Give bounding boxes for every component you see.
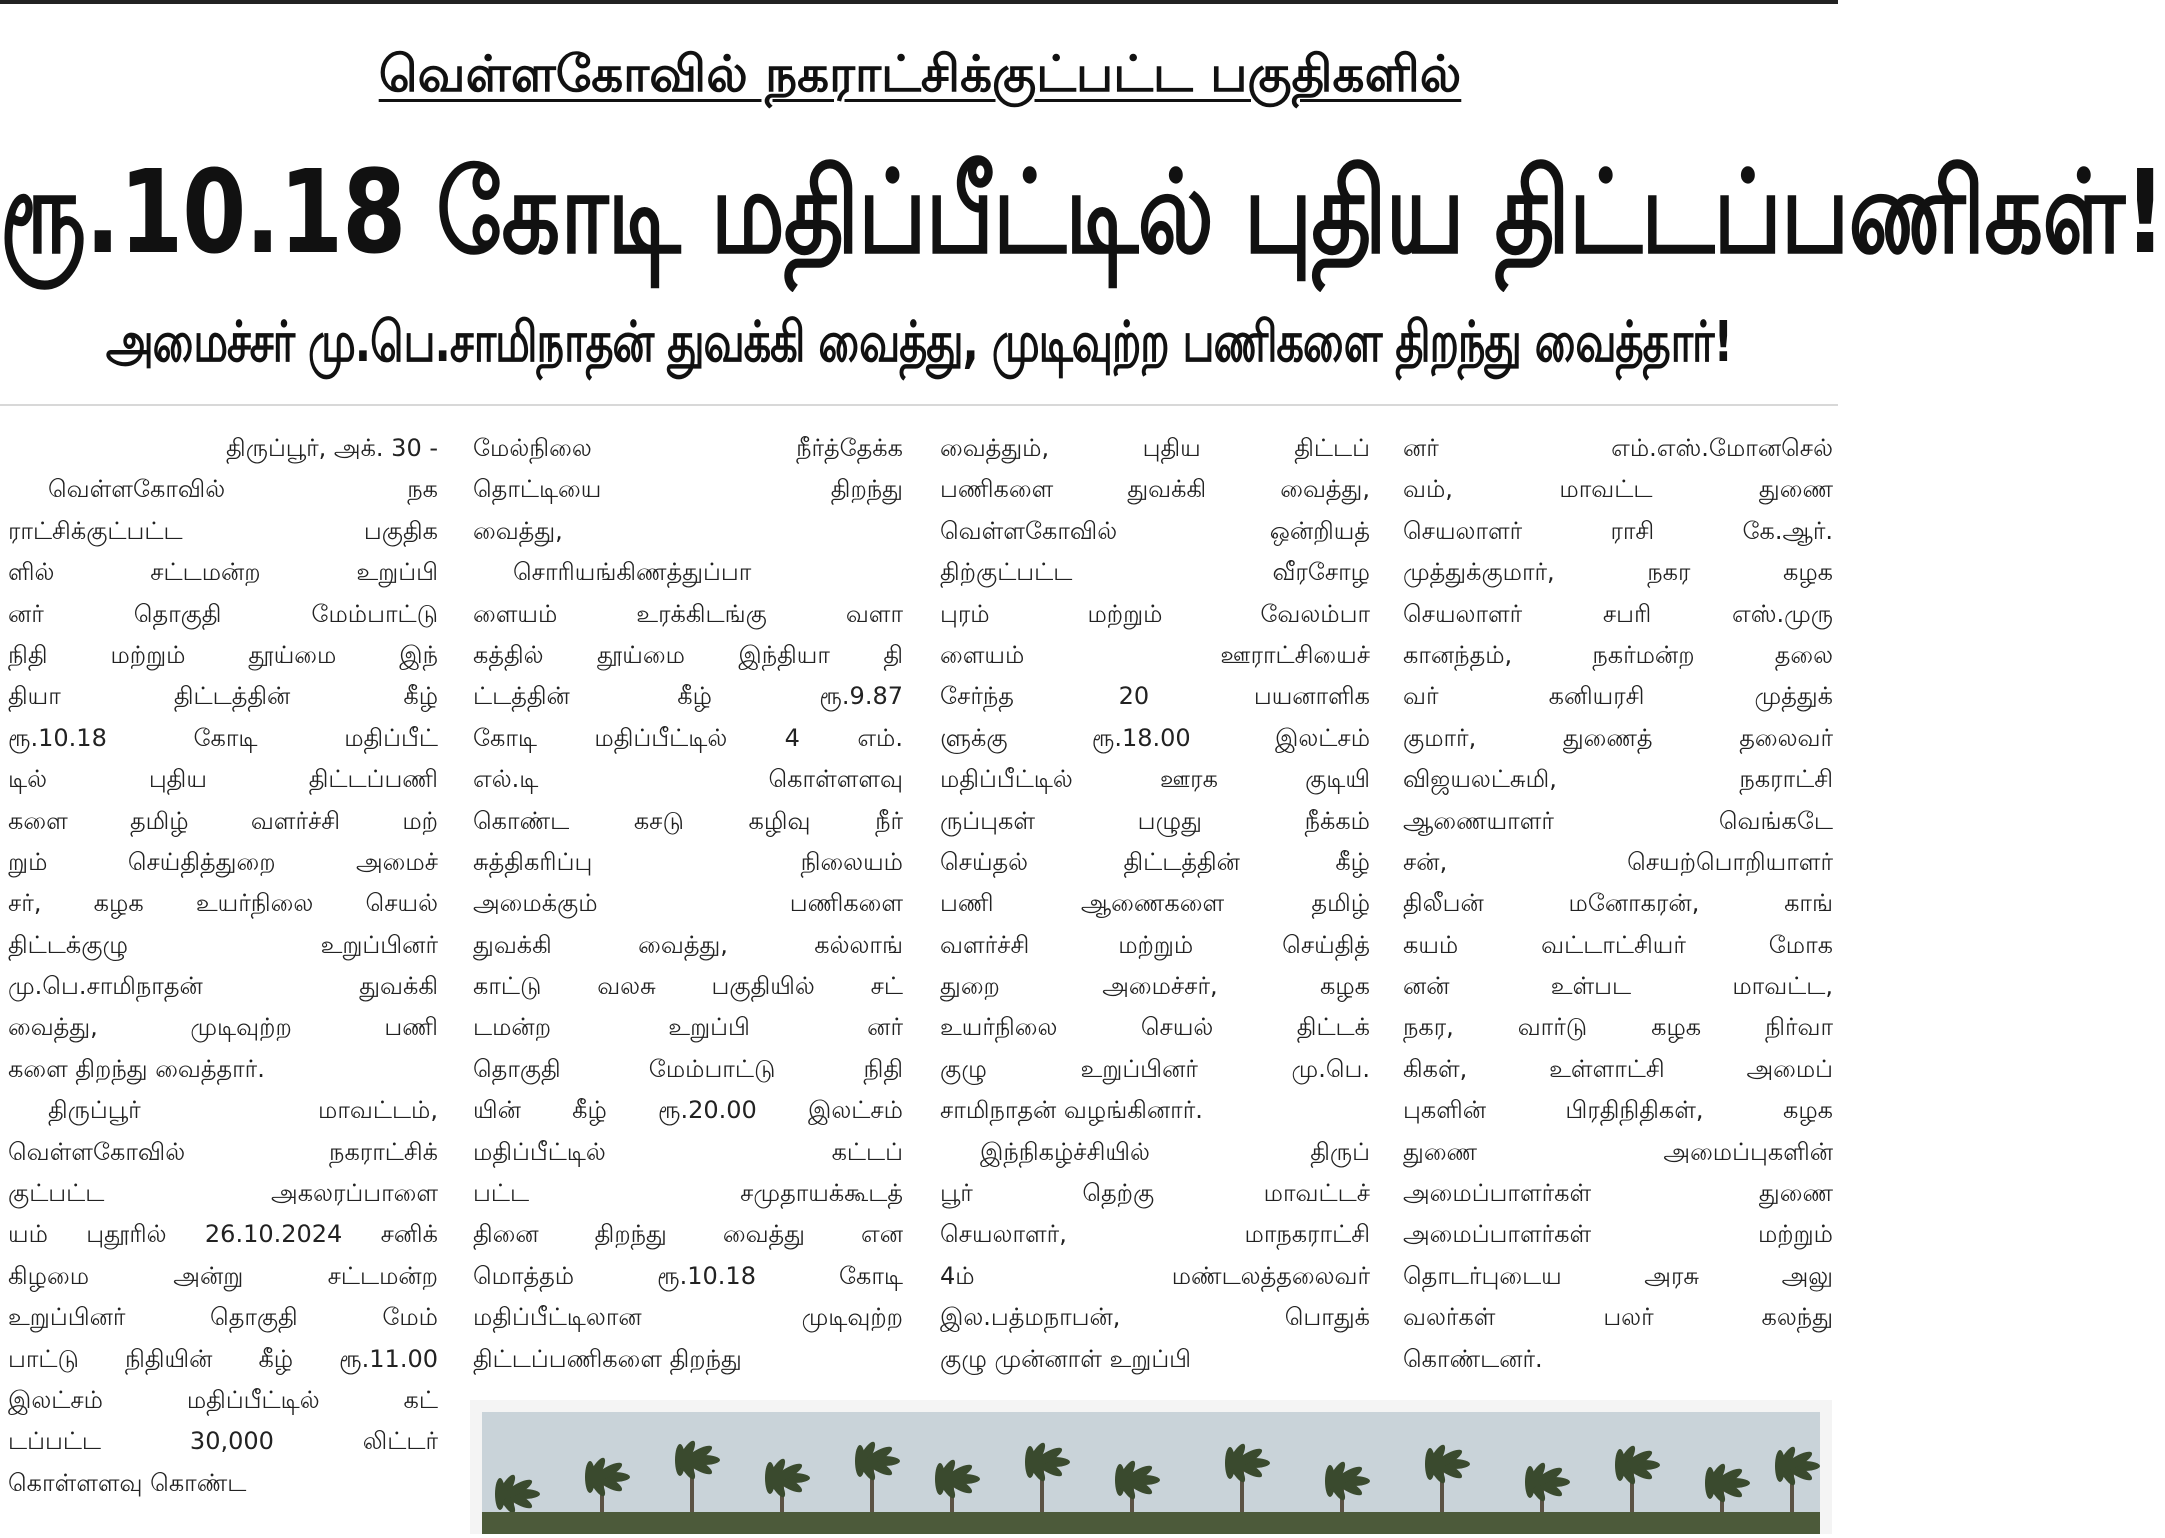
column-line: களை திறந்து வைத்தார். xyxy=(8,1054,265,1083)
column-line: மு.பெ.சாமிநாதன் துவக்கி xyxy=(8,972,438,1001)
photo-image xyxy=(482,1412,1820,1534)
column-line: வைத்தும், புதிய திட்டப் xyxy=(940,434,1370,462)
column-line: வெள்ளகோவில் ஒன்றியத் xyxy=(940,516,1370,545)
column-line: டமன்ற உறுப்பி னர் xyxy=(473,1013,903,1042)
column-line: சன், செயற்பொறியாளர் xyxy=(1403,847,1833,876)
column-line: துறை அமைச்சர், கழக xyxy=(940,972,1370,1001)
column-line: கிழமை அன்று சட்டமன்ற xyxy=(8,1261,438,1290)
column-line: துவக்கி வைத்து, கல்லாங் xyxy=(473,930,903,959)
column-line: ளில் சட்டமன்ற உறுப்பி xyxy=(8,558,438,587)
column-line: வைத்து, முடிவுற்ற பணி xyxy=(8,1013,438,1042)
column-line: யின் கீழ் ரூ.20.00 இலட்சம் xyxy=(473,1096,903,1125)
column-line: ரூ.10.18 கோடி மதிப்பீட் xyxy=(8,723,438,752)
column-line: சாமிநாதன் வழங்கினார். xyxy=(940,1096,1203,1125)
column-line: வெள்ளகோவில் நகராட்சிக் xyxy=(8,1137,438,1166)
column-line: துணை அமைப்புகளின் xyxy=(1403,1137,1833,1166)
column-line: ருப்புகள் பழுது நீக்கம் xyxy=(940,806,1370,835)
article-column-1 xyxy=(8,428,438,1504)
top-border-rule xyxy=(0,0,1838,4)
column-line: அமைப்பாளர்கள் துணை xyxy=(1403,1179,1833,1208)
column-line: மொத்தம் ரூ.10.18 கோடி xyxy=(473,1261,903,1290)
column-line: காட்டு வலசு பகுதியில் சட் xyxy=(473,972,903,1001)
column-line: டப்பட்ட 30,000 லிட்டர் xyxy=(8,1427,438,1456)
column-line: புரம் மற்றும் வேலம்பா xyxy=(940,599,1370,628)
column-line: கொண்ட கசடு கழிவு நீர் xyxy=(473,806,903,835)
column-line: கத்தில் தூய்மை இந்தியா தி xyxy=(473,640,903,669)
column-line: இல.பத்மநாபன், பொதுக் xyxy=(940,1303,1370,1332)
column-line: னர் எம்.எஸ்.மோனசெல் xyxy=(1403,434,1833,462)
column-line: செயலாளர் ராசி கே.ஆர். xyxy=(1403,516,1833,545)
column-line: செயலாளர் சபரி எஸ்.முரு xyxy=(1403,599,1833,628)
column-line: சேர்ந்த 20 பயனாளிக xyxy=(940,682,1370,711)
column-line: குட்பட்ட அகலரப்பாளை xyxy=(8,1179,438,1208)
column-line: திலீபன் மனோகரன், காங் xyxy=(1403,889,1833,918)
column-line: கொண்டனர். xyxy=(1403,1344,1543,1373)
article-kicker: வெள்ளகோவில் நகராட்சிக்குட்பட்ட பகுதிகளில் xyxy=(378,45,1462,103)
column-line: றும் செய்தித்துறை அமைச் xyxy=(8,847,438,876)
column-line: இலட்சம் மதிப்பீட்டில் கட் xyxy=(8,1385,438,1414)
article-column-2 xyxy=(473,428,903,1380)
column-line: இந்நிகழ்ச்சியில் திருப் xyxy=(980,1137,1370,1166)
column-line: மதிப்பீட்டில் ஊரக குடியி xyxy=(940,765,1370,794)
column-line: முத்துக்குமார், நகர கழக xyxy=(1403,558,1833,587)
column-line: ளையம் உரக்கிடங்கு வளா xyxy=(473,599,903,628)
column-line: திட்டக்குழு உறுப்பினர் xyxy=(8,930,438,959)
column-line: 4ம் மண்டலத்தலைவர் xyxy=(940,1261,1370,1290)
column-line: வைத்து, xyxy=(473,516,563,545)
column-line: அமைப்பாளர்கள் மற்றும் xyxy=(1403,1220,1833,1249)
column-line: உயர்நிலை செயல் திட்டக் xyxy=(940,1013,1370,1042)
column-line: குமார், துணைத் தலைவர் xyxy=(1403,723,1833,752)
column-line: தினை திறந்து வைத்து என xyxy=(473,1220,903,1249)
article-subheadline: அமைச்சர் மு.பெ.சாமிநாதன் துவக்கி வைத்து, முடிவுற்ற பணிகளை திறந்து வைத்தார்! xyxy=(105,310,1733,376)
column-line: குழு முன்னாள் உறுப்பி xyxy=(940,1344,1192,1373)
column-line: சொரியங்கிணத்துப்பா xyxy=(513,558,752,587)
column-line: தியா திட்டத்தின் கீழ் xyxy=(8,682,438,711)
column-line: பாட்டு நிதியின் கீழ் ரூ.11.00 xyxy=(8,1344,438,1373)
column-line: தொடர்புடைய அரசு அலு xyxy=(1403,1261,1833,1290)
column-line: அமைக்கும் பணிகளை xyxy=(473,889,903,918)
column-line: செயலாளர், மாநகராட்சி xyxy=(940,1220,1370,1249)
column-line: னர் தொகுதி மேம்பாட்டு xyxy=(8,599,438,628)
photo-trees-illustration xyxy=(482,1412,1820,1534)
column-line: மேல்நிலை நீர்த்தேக்க xyxy=(473,434,903,462)
column-line: திற்குட்பட்ட வீரசோழ xyxy=(940,558,1370,587)
section-divider xyxy=(0,404,1838,406)
column-line: செய்தல் திட்டத்தின் கீழ் xyxy=(940,847,1370,876)
column-line: கொள்ளளவு கொண்ட xyxy=(8,1468,247,1497)
column-line: கிகள், உள்ளாட்சி அமைப் xyxy=(1403,1054,1833,1083)
column-line: டில் புதிய திட்டப்பணி xyxy=(8,765,438,794)
column-line: பணிகளை துவக்கி வைத்து, xyxy=(940,475,1370,504)
column-line: வம், மாவட்ட துணை xyxy=(1403,475,1833,504)
column-line: வெள்ளகோவில் நக xyxy=(48,475,438,504)
column-line: எல்.டி கொள்ளளவு xyxy=(473,765,903,794)
column-line: மதிப்பீட்டிலான முடிவுற்ற xyxy=(473,1303,903,1332)
column-line: புகளின் பிரதிநிதிகள், கழக xyxy=(1403,1096,1833,1125)
column-line: சுத்திகரிப்பு நிலையம் xyxy=(473,847,903,876)
column-line: கோடி மதிப்பீட்டில் 4 எம். xyxy=(473,723,903,752)
article-headline: ரூ.10.18 கோடி மதிப்பீட்டில் புதிய திட்டப்பணிகள்! xyxy=(0,145,2165,280)
column-line: சர், கழக உயர்நிலை செயல் xyxy=(8,889,438,918)
column-line: ட்டத்தின் கீழ் ரூ.9.87 xyxy=(473,682,903,711)
column-line: கயம் வட்டாட்சியர் மோக xyxy=(1403,930,1833,959)
column-line: னன் உள்பட மாவட்ட, xyxy=(1403,972,1833,1001)
column-line: களை தமிழ் வளர்ச்சி மற் xyxy=(8,806,438,835)
column-line: நிதி மற்றும் தூய்மை இந் xyxy=(8,640,438,669)
column-line: யம் புதூரில் 26.10.2024 சனிக் xyxy=(8,1220,438,1249)
event-photo xyxy=(470,1400,1832,1534)
column-line: கானந்தம், நகர்மன்ற தலை xyxy=(1403,640,1833,669)
column-line: பூர் தெற்கு மாவட்டச் xyxy=(940,1179,1370,1208)
column-line: விஜயலட்சுமி, நகராட்சி xyxy=(1403,765,1833,794)
column-line: நகர, வார்டு கழக நிர்வா xyxy=(1403,1013,1833,1042)
column-line: குழு உறுப்பினர் மு.பெ. xyxy=(940,1054,1370,1083)
article-column-3 xyxy=(940,428,1370,1380)
column-line: பட்ட சமுதாயக்கூடத் xyxy=(473,1179,903,1208)
column-line: ராட்சிக்குட்பட்ட பகுதிக xyxy=(8,516,438,545)
column-line: ஆணையாளர் வெங்கடே xyxy=(1403,806,1833,835)
column-line: ளையம் ஊராட்சியைச் xyxy=(940,640,1370,669)
column-line: வர் கனியரசி முத்துக் xyxy=(1403,682,1833,711)
tree-line-ground xyxy=(482,1512,1820,1534)
column-line: வளர்ச்சி மற்றும் செய்தித் xyxy=(940,930,1370,959)
column-line: திருப்பூர், அக். 30 - xyxy=(226,434,438,462)
column-line: ளுக்கு ரூ.18.00 இலட்சம் xyxy=(940,723,1370,752)
column-line: உறுப்பினர் தொகுதி மேம் xyxy=(8,1303,438,1332)
article-column-4 xyxy=(1403,428,1833,1380)
column-line: பணி ஆணைகளை தமிழ் xyxy=(940,889,1370,918)
column-line: தொட்டியை திறந்து xyxy=(473,475,903,504)
column-line: தொகுதி மேம்பாட்டு நிதி xyxy=(473,1054,903,1083)
column-line: திட்டப்பணிகளை திறந்து xyxy=(473,1344,742,1373)
column-line: மதிப்பீட்டில் கட்டப் xyxy=(473,1137,903,1166)
column-line: திருப்பூர் மாவட்டம், xyxy=(48,1096,438,1125)
column-line: வலர்கள் பலர் கலந்து xyxy=(1403,1303,1833,1332)
